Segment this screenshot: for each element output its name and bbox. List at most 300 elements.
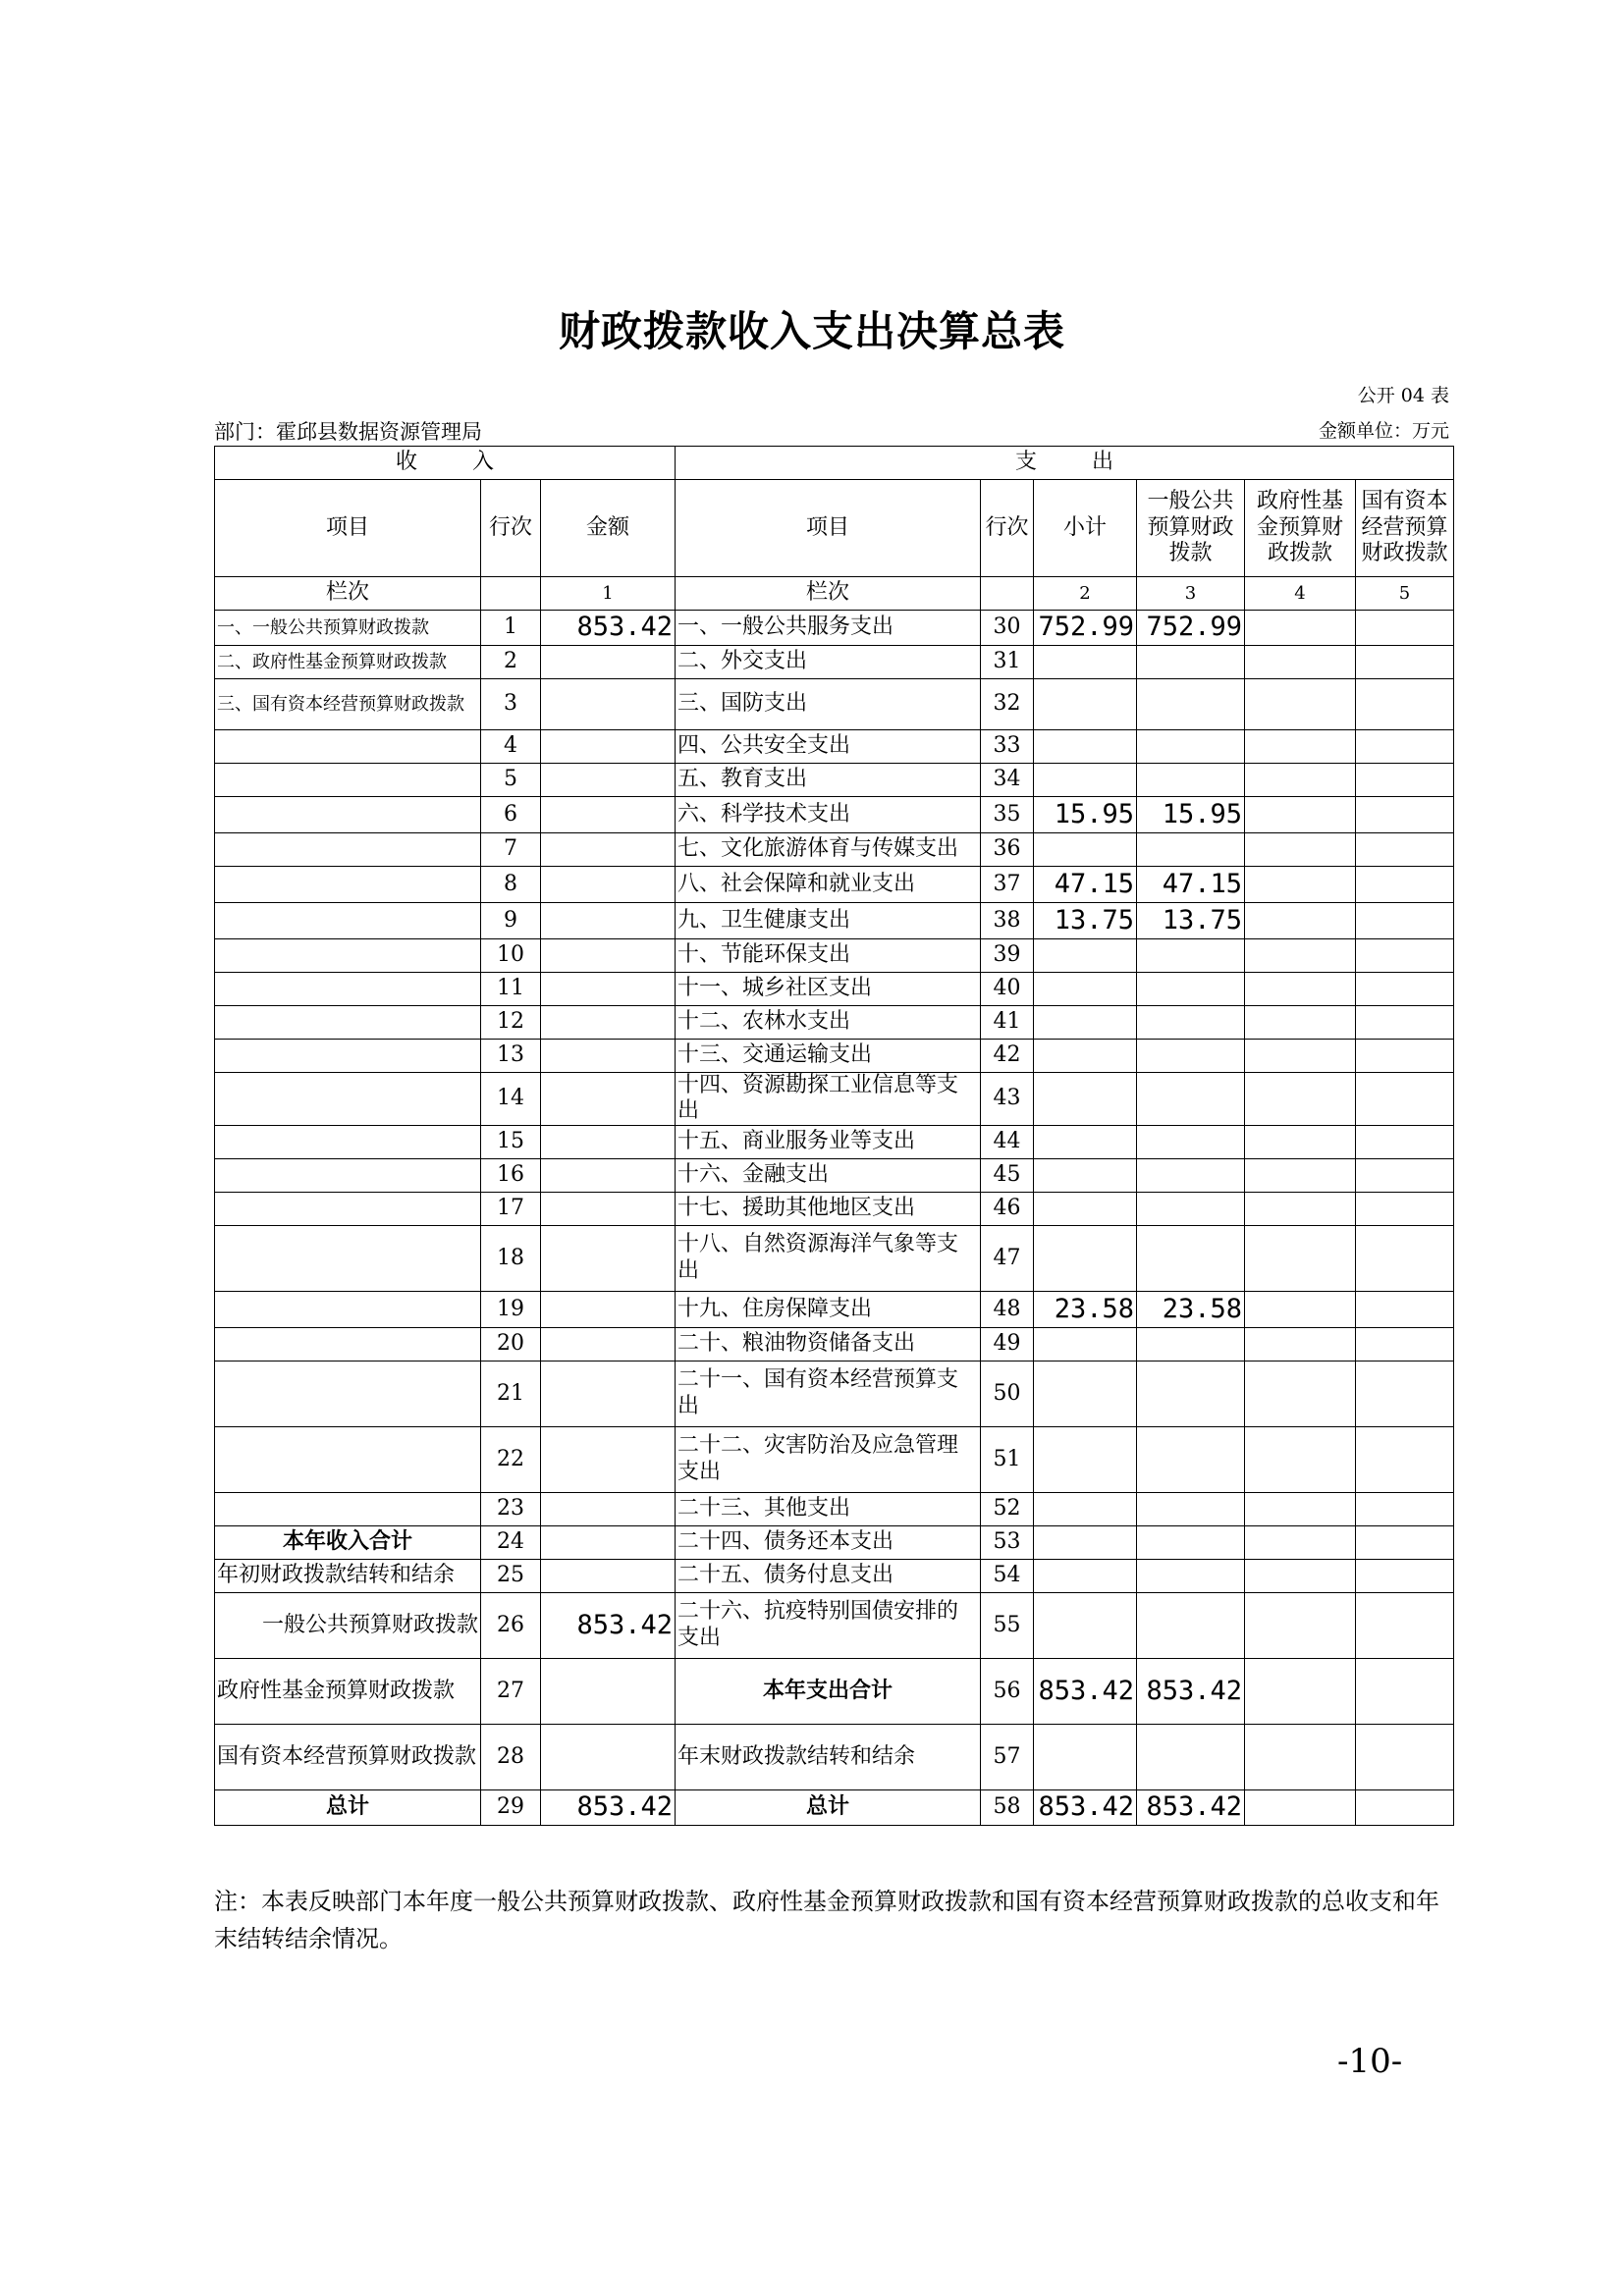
expense-item: 十五、商业服务业等支出	[676, 1125, 981, 1158]
expense-row-no: 43	[981, 1073, 1034, 1126]
table-row	[215, 611, 1454, 646]
income-item	[215, 764, 481, 797]
empty-cell	[481, 577, 541, 611]
col-header-expense-item: 项目	[676, 480, 981, 577]
subtotal-amount	[1034, 1327, 1137, 1361]
expense-item: 四、公共安全支出	[676, 730, 981, 764]
general-budget-amount	[1137, 764, 1245, 797]
expense-item: 七、文化旅游体育与传媒支出	[676, 833, 981, 867]
budget-table	[214, 446, 1454, 1826]
expense-item: 总计	[676, 1789, 981, 1825]
col-header-income-row-no: 行次	[481, 480, 541, 577]
gov-fund-amount	[1245, 1592, 1356, 1658]
income-row-no: 26	[481, 1592, 541, 1658]
income-item	[215, 1073, 481, 1126]
expense-item: 十四、资源勘探工业信息等支出	[676, 1073, 981, 1126]
income-item: 一般公共预算财政拨款	[215, 1592, 481, 1658]
income-row-no: 21	[481, 1361, 541, 1426]
income-item	[215, 903, 481, 939]
expense-item: 十七、援助其他地区支出	[676, 1192, 981, 1225]
income-row-no: 3	[481, 679, 541, 730]
income-row-no: 19	[481, 1291, 541, 1327]
subtotal-amount	[1034, 1158, 1137, 1192]
col-header-income-item: 项目	[215, 480, 481, 577]
gov-fund-amount	[1245, 764, 1356, 797]
state-capital-amount	[1356, 1040, 1454, 1073]
subtotal-amount: 47.15	[1034, 867, 1137, 903]
income-row-no: 15	[481, 1125, 541, 1158]
gov-fund-amount	[1245, 1789, 1356, 1825]
state-capital-amount	[1356, 1006, 1454, 1040]
state-capital-amount	[1356, 1125, 1454, 1158]
subtotal-amount	[1034, 1040, 1137, 1073]
income-amount	[541, 939, 676, 973]
state-capital-amount	[1356, 1291, 1454, 1327]
table-row	[215, 1559, 1454, 1592]
income-item	[215, 1492, 481, 1525]
income-item	[215, 797, 481, 833]
general-budget-amount: 15.95	[1137, 797, 1245, 833]
state-capital-amount	[1356, 1192, 1454, 1225]
income-item	[215, 1426, 481, 1492]
department-label: 部门：霍邱县数据资源管理局	[214, 420, 482, 444]
table-row	[215, 764, 1454, 797]
general-budget-amount	[1137, 939, 1245, 973]
state-capital-amount	[1356, 1789, 1454, 1825]
income-item	[215, 867, 481, 903]
col-header-subtotal: 小计	[1034, 480, 1137, 577]
expense-item: 六、科学技术支出	[676, 797, 981, 833]
col-header-general-budget: 一般公共预算财政拨款	[1137, 480, 1245, 577]
income-row-no: 27	[481, 1658, 541, 1724]
income-row-no: 13	[481, 1040, 541, 1073]
income-item	[215, 833, 481, 867]
gov-fund-amount	[1245, 679, 1356, 730]
gov-fund-amount	[1245, 833, 1356, 867]
general-budget-amount	[1137, 646, 1245, 679]
subtotal-amount: 15.95	[1034, 797, 1137, 833]
table-row	[215, 1158, 1454, 1192]
col-no-label-expense: 栏次	[676, 577, 981, 611]
general-budget-amount: 13.75	[1137, 903, 1245, 939]
state-capital-amount	[1356, 1225, 1454, 1291]
general-budget-amount	[1137, 1073, 1245, 1126]
income-amount: 853.42	[541, 611, 676, 646]
state-capital-amount	[1356, 611, 1454, 646]
subtotal-amount	[1034, 973, 1137, 1006]
expense-row-no: 58	[981, 1789, 1034, 1825]
expense-item: 二、外交支出	[676, 646, 981, 679]
income-item	[215, 1006, 481, 1040]
state-capital-amount	[1356, 730, 1454, 764]
income-amount	[541, 833, 676, 867]
income-row-no: 28	[481, 1724, 541, 1789]
income-amount	[541, 1426, 676, 1492]
income-amount	[541, 1724, 676, 1789]
general-budget-amount	[1137, 833, 1245, 867]
income-item	[215, 730, 481, 764]
income-item: 二、政府性基金预算财政拨款	[215, 646, 481, 679]
expense-row-no: 46	[981, 1192, 1034, 1225]
expense-row-no: 49	[981, 1327, 1034, 1361]
subtotal-amount	[1034, 646, 1137, 679]
income-item	[215, 1327, 481, 1361]
gov-fund-amount	[1245, 1291, 1356, 1327]
income-item: 本年收入合计	[215, 1525, 481, 1559]
subtotal-amount	[1034, 1192, 1137, 1225]
income-row-no: 25	[481, 1559, 541, 1592]
gov-fund-amount	[1245, 611, 1356, 646]
table-row	[215, 903, 1454, 939]
income-item: 国有资本经营预算财政拨款	[215, 1724, 481, 1789]
general-budget-amount: 853.42	[1137, 1789, 1245, 1825]
table-row	[215, 1225, 1454, 1291]
expense-row-no: 35	[981, 797, 1034, 833]
expense-row-no: 53	[981, 1525, 1034, 1559]
col-header-expense-row-no: 行次	[981, 480, 1034, 577]
expense-row-no: 31	[981, 646, 1034, 679]
table-row	[215, 1327, 1454, 1361]
expense-row-no: 57	[981, 1724, 1034, 1789]
state-capital-amount	[1356, 1426, 1454, 1492]
income-item	[215, 973, 481, 1006]
expense-row-no: 30	[981, 611, 1034, 646]
subtotal-amount	[1034, 1559, 1137, 1592]
expense-row-no: 50	[981, 1361, 1034, 1426]
state-capital-amount	[1356, 679, 1454, 730]
gov-fund-amount	[1245, 867, 1356, 903]
expense-row-no: 56	[981, 1658, 1034, 1724]
gov-fund-amount	[1245, 1192, 1356, 1225]
expense-item: 二十四、债务还本支出	[676, 1525, 981, 1559]
table-row	[215, 1724, 1454, 1789]
income-row-no: 1	[481, 611, 541, 646]
unit-label: 金额单位：万元	[1318, 420, 1449, 442]
general-budget-amount	[1137, 1158, 1245, 1192]
expense-row-no: 38	[981, 903, 1034, 939]
income-item: 政府性基金预算财政拨款	[215, 1658, 481, 1724]
expense-item: 二十、粮油物资储备支出	[676, 1327, 981, 1361]
income-amount	[541, 1525, 676, 1559]
expense-item: 十三、交通运输支出	[676, 1040, 981, 1073]
table-row	[215, 1192, 1454, 1225]
income-row-no: 8	[481, 867, 541, 903]
income-amount	[541, 1291, 676, 1327]
subtotal-amount	[1034, 1073, 1137, 1126]
general-budget-amount	[1137, 973, 1245, 1006]
state-capital-amount	[1356, 1327, 1454, 1361]
table-row	[215, 1492, 1454, 1525]
expense-row-no: 33	[981, 730, 1034, 764]
income-amount	[541, 1225, 676, 1291]
income-item	[215, 1158, 481, 1192]
expense-row-no: 44	[981, 1125, 1034, 1158]
subtotal-amount	[1034, 1125, 1137, 1158]
gov-fund-amount	[1245, 1225, 1356, 1291]
state-capital-amount	[1356, 973, 1454, 1006]
general-budget-amount: 853.42	[1137, 1658, 1245, 1724]
gov-fund-amount	[1245, 1327, 1356, 1361]
income-row-no: 6	[481, 797, 541, 833]
general-budget-amount	[1137, 1040, 1245, 1073]
gov-fund-amount	[1245, 1073, 1356, 1126]
income-row-no: 10	[481, 939, 541, 973]
subtotal-amount	[1034, 1361, 1137, 1426]
income-amount: 853.42	[541, 1789, 676, 1825]
expense-row-no: 42	[981, 1040, 1034, 1073]
general-budget-amount: 47.15	[1137, 867, 1245, 903]
table-row	[215, 1125, 1454, 1158]
subtotal-amount	[1034, 1426, 1137, 1492]
expense-row-no: 45	[981, 1158, 1034, 1192]
income-amount	[541, 730, 676, 764]
income-amount	[541, 646, 676, 679]
income-amount	[541, 903, 676, 939]
income-amount	[541, 797, 676, 833]
footnote: 注：本表反映部门本年度一般公共预算财政拨款、政府性基金预算财政拨款和国有资本经营预算财政拨款的总收支和年末结转结余情况。	[214, 1888, 1439, 1952]
state-capital-amount	[1356, 1492, 1454, 1525]
state-capital-amount	[1356, 1592, 1454, 1658]
gov-fund-amount	[1245, 1040, 1356, 1073]
subtotal-amount	[1034, 833, 1137, 867]
expense-row-no: 51	[981, 1426, 1034, 1492]
income-row-no: 24	[481, 1525, 541, 1559]
gov-fund-amount	[1245, 1658, 1356, 1724]
state-capital-amount	[1356, 1158, 1454, 1192]
income-row-no: 16	[481, 1158, 541, 1192]
income-amount	[541, 1073, 676, 1126]
expense-row-no: 39	[981, 939, 1034, 973]
gov-fund-amount	[1245, 1125, 1356, 1158]
table-row	[215, 730, 1454, 764]
expense-item: 年末财政拨款结转和结余	[676, 1724, 981, 1789]
table-row	[215, 1006, 1454, 1040]
gov-fund-amount	[1245, 939, 1356, 973]
gov-fund-amount	[1245, 1724, 1356, 1789]
general-budget-amount: 752.99	[1137, 611, 1245, 646]
income-amount	[541, 1125, 676, 1158]
income-item	[215, 1192, 481, 1225]
gov-fund-amount	[1245, 1158, 1356, 1192]
income-row-no: 9	[481, 903, 541, 939]
expense-item: 十九、住房保障支出	[676, 1291, 981, 1327]
gov-fund-amount	[1245, 1361, 1356, 1426]
col-no-2: 2	[1034, 577, 1137, 611]
general-budget-amount	[1137, 1492, 1245, 1525]
state-capital-amount	[1356, 867, 1454, 903]
state-capital-amount	[1356, 764, 1454, 797]
gov-fund-amount	[1245, 973, 1356, 1006]
expense-item: 二十五、债务付息支出	[676, 1559, 981, 1592]
table-row	[215, 1789, 1454, 1825]
expense-row-no: 41	[981, 1006, 1034, 1040]
subtotal-amount	[1034, 1525, 1137, 1559]
income-item	[215, 939, 481, 973]
expense-row-no: 32	[981, 679, 1034, 730]
expense-item: 十六、金融支出	[676, 1158, 981, 1192]
income-row-no: 12	[481, 1006, 541, 1040]
table-row	[215, 867, 1454, 903]
state-capital-amount	[1356, 646, 1454, 679]
col-no-label: 栏次	[215, 577, 481, 611]
state-capital-amount	[1356, 1361, 1454, 1426]
income-row-no: 20	[481, 1327, 541, 1361]
income-row-no: 23	[481, 1492, 541, 1525]
income-item	[215, 1291, 481, 1327]
subtotal-amount: 13.75	[1034, 903, 1137, 939]
gov-fund-amount	[1245, 1525, 1356, 1559]
general-budget-amount	[1137, 730, 1245, 764]
general-budget-amount	[1137, 1192, 1245, 1225]
col-header-gov-fund: 政府性基金预算财政拨款	[1245, 480, 1356, 577]
table-row	[215, 1040, 1454, 1073]
expense-row-no: 54	[981, 1559, 1034, 1592]
state-capital-amount	[1356, 1559, 1454, 1592]
state-capital-amount	[1356, 903, 1454, 939]
table-row	[215, 1291, 1454, 1327]
table-row	[215, 1592, 1454, 1658]
subtotal-amount	[1034, 679, 1137, 730]
general-budget-amount	[1137, 1559, 1245, 1592]
income-amount	[541, 679, 676, 730]
col-no-4: 4	[1245, 577, 1356, 611]
expense-item: 十二、农林水支出	[676, 1006, 981, 1040]
expense-row-no: 48	[981, 1291, 1034, 1327]
expense-header: 支 出	[676, 447, 1454, 480]
general-budget-amount	[1137, 1361, 1245, 1426]
expense-row-no: 34	[981, 764, 1034, 797]
state-capital-amount	[1356, 1724, 1454, 1789]
gov-fund-amount	[1245, 1492, 1356, 1525]
expense-row-no: 47	[981, 1225, 1034, 1291]
expense-item: 二十二、灾害防治及应急管理支出	[676, 1426, 981, 1492]
subtotal-amount	[1034, 939, 1137, 973]
table-row	[215, 797, 1454, 833]
table-row	[215, 679, 1454, 730]
income-amount	[541, 1492, 676, 1525]
form-number: 公开 04 表	[1357, 385, 1449, 406]
income-row-no: 29	[481, 1789, 541, 1825]
income-row-no: 22	[481, 1426, 541, 1492]
expense-item: 三、国防支出	[676, 679, 981, 730]
state-capital-amount	[1356, 797, 1454, 833]
income-row-no: 11	[481, 973, 541, 1006]
general-budget-amount	[1137, 1125, 1245, 1158]
income-item	[215, 1225, 481, 1291]
expense-row-no: 37	[981, 867, 1034, 903]
subtotal-amount	[1034, 730, 1137, 764]
expense-item: 十一、城乡社区支出	[676, 973, 981, 1006]
income-amount	[541, 764, 676, 797]
gov-fund-amount	[1245, 797, 1356, 833]
income-item: 三、国有资本经营预算财政拨款	[215, 679, 481, 730]
income-amount	[541, 1040, 676, 1073]
general-budget-amount	[1137, 1225, 1245, 1291]
income-row-no: 4	[481, 730, 541, 764]
income-amount: 853.42	[541, 1592, 676, 1658]
income-row-no: 17	[481, 1192, 541, 1225]
expense-item: 十、节能环保支出	[676, 939, 981, 973]
gov-fund-amount	[1245, 903, 1356, 939]
table-row	[215, 1426, 1454, 1492]
income-row-no: 7	[481, 833, 541, 867]
empty-cell	[981, 577, 1034, 611]
table-row	[215, 973, 1454, 1006]
income-amount	[541, 973, 676, 1006]
income-amount	[541, 1192, 676, 1225]
income-amount	[541, 1006, 676, 1040]
expense-row-no: 36	[981, 833, 1034, 867]
expense-item: 九、卫生健康支出	[676, 903, 981, 939]
gov-fund-amount	[1245, 1559, 1356, 1592]
col-header-amount: 金额	[541, 480, 676, 577]
income-item	[215, 1040, 481, 1073]
income-amount	[541, 1327, 676, 1361]
expense-row-no: 40	[981, 973, 1034, 1006]
expense-item: 一、一般公共服务支出	[676, 611, 981, 646]
general-budget-amount	[1137, 679, 1245, 730]
table-row	[215, 939, 1454, 973]
subtotal-amount: 23.58	[1034, 1291, 1137, 1327]
income-row-no: 2	[481, 646, 541, 679]
gov-fund-amount	[1245, 1426, 1356, 1492]
subtotal-amount: 752.99	[1034, 611, 1137, 646]
col-no-5: 5	[1356, 577, 1454, 611]
col-no-1: 1	[541, 577, 676, 611]
col-header-state-capital: 国有资本经营预算财政拨款	[1356, 480, 1454, 577]
subtotal-amount	[1034, 1225, 1137, 1291]
income-row-no: 18	[481, 1225, 541, 1291]
table-row	[215, 1361, 1454, 1426]
income-item: 一、一般公共预算财政拨款	[215, 611, 481, 646]
table-row	[215, 646, 1454, 679]
state-capital-amount	[1356, 939, 1454, 973]
income-item: 年初财政拨款结转和结余	[215, 1559, 481, 1592]
page-number: -10-	[1337, 2042, 1403, 2081]
expense-row-no: 52	[981, 1492, 1034, 1525]
subtotal-amount	[1034, 764, 1137, 797]
expense-item: 二十三、其他支出	[676, 1492, 981, 1525]
general-budget-amount	[1137, 1525, 1245, 1559]
expense-item: 十八、自然资源海洋气象等支出	[676, 1225, 981, 1291]
income-amount	[541, 1559, 676, 1592]
page-title: 财政拨款收入支出决算总表	[558, 307, 1065, 355]
state-capital-amount	[1356, 1073, 1454, 1126]
table-row	[215, 833, 1454, 867]
expense-item: 八、社会保障和就业支出	[676, 867, 981, 903]
subtotal-amount	[1034, 1592, 1137, 1658]
subtotal-amount: 853.42	[1034, 1658, 1137, 1724]
income-header: 收 入	[215, 447, 676, 480]
state-capital-amount	[1356, 1658, 1454, 1724]
income-item	[215, 1361, 481, 1426]
income-amount	[541, 1361, 676, 1426]
general-budget-amount	[1137, 1426, 1245, 1492]
income-amount	[541, 1658, 676, 1724]
table-row	[215, 1073, 1454, 1126]
expense-row-no: 55	[981, 1592, 1034, 1658]
gov-fund-amount	[1245, 646, 1356, 679]
gov-fund-amount	[1245, 730, 1356, 764]
subtotal-amount: 853.42	[1034, 1789, 1137, 1825]
income-row-no: 5	[481, 764, 541, 797]
table-row	[215, 1658, 1454, 1724]
expense-item: 二十六、抗疫特别国债安排的支出	[676, 1592, 981, 1658]
state-capital-amount	[1356, 1525, 1454, 1559]
expense-item: 二十一、国有资本经营预算支出	[676, 1361, 981, 1426]
income-row-no: 14	[481, 1073, 541, 1126]
subtotal-amount	[1034, 1724, 1137, 1789]
